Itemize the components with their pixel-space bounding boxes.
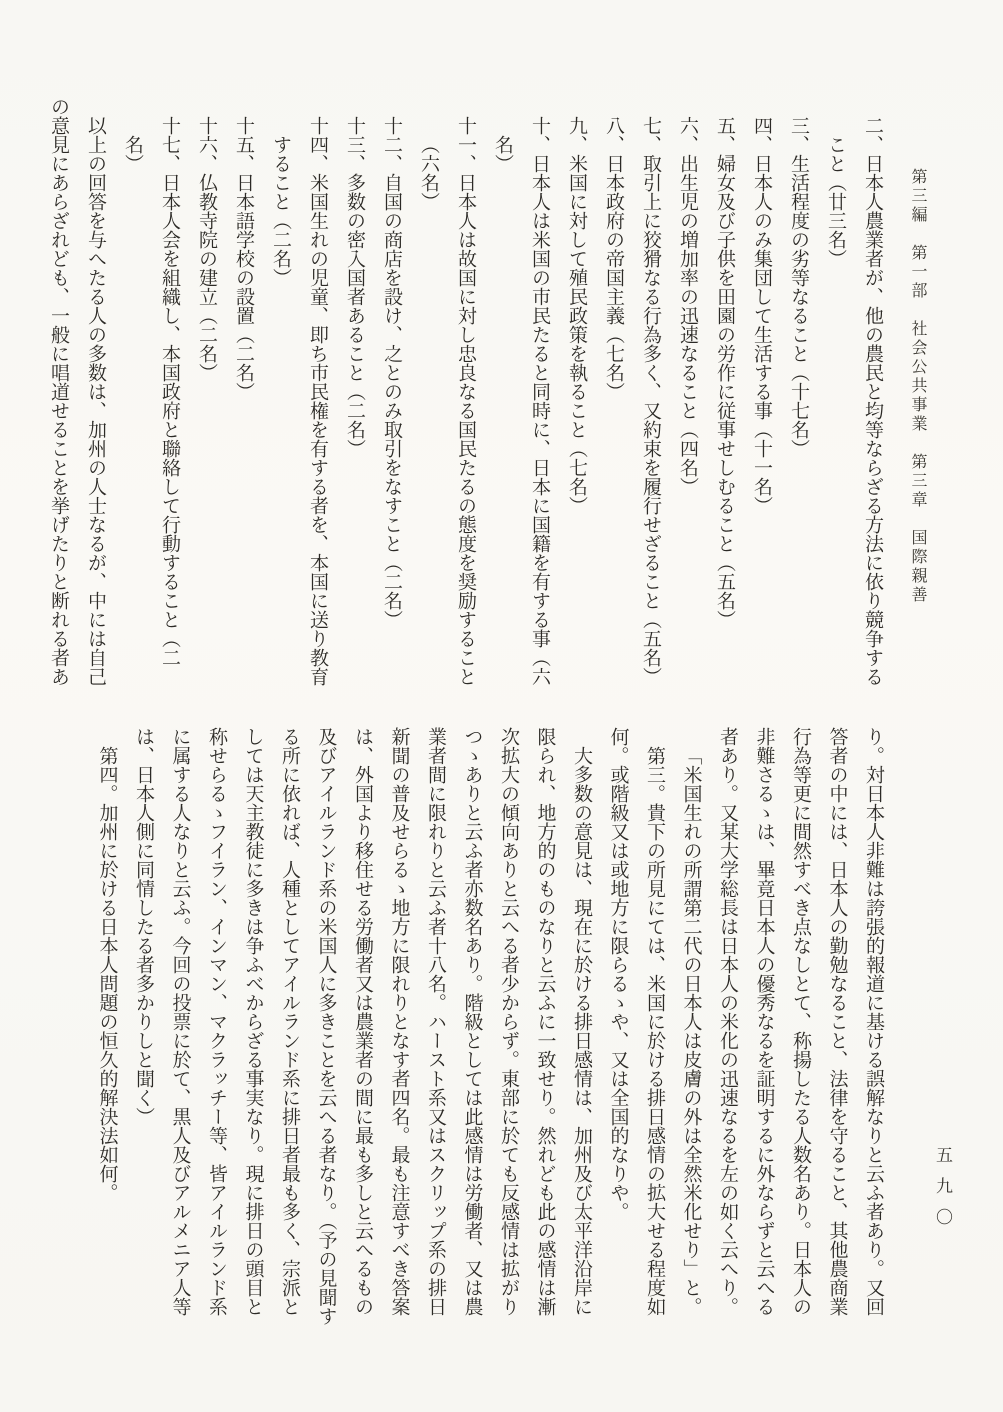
paragraph: 第三。貴下の所見にては、米国に於ける排日感情の拡大せる程度如何。或階級又は或地方に限らるゝや、又は全国的なりや。 (607, 727, 665, 1316)
list-item: 十三、多数の密入国者あること（二名） (344, 116, 365, 458)
list-item: 四、日本人のみ集団して生活する事（十一名） (751, 116, 772, 515)
list-item: 十六、仏教寺院の建立（二名） (196, 116, 217, 382)
list-item: 十七、日本人会を組織し、本国政府と聯絡して行動すること（二名） (122, 116, 180, 667)
list-item: 十一、日本人は故国に対し忠良なる国民たるの態度を奨励すること（六名） (418, 116, 476, 686)
closing-note: 以上の回答を与へたる人の多数は、加州の人士なるが、中には自己の意見にあらざれども、一般に唱道せることを挙げたりと断れる者あ (48, 97, 106, 686)
paragraph: り。対日本人非難は誇張的報道に基ける誤解なりと云ふ者あり。又回答者の中には、日本人の勤勉なること、法律を守ること、其他農商業行為等更に間然すべき点なしとて、称揚したる人数名あり。日本人の非難さるゝは、畢竟日本人の優秀なるを証明するに外ならずと云へる者あり。又某大学総長は日本人の米化の迅速なるを左の如く云へり。 (717, 727, 884, 1316)
list-item: 十五、日本語学校の設置（二名） (233, 116, 254, 401)
list-item: 十四、米国生れの児童、即ち市民権を有する者を、本国に送り教育すること（二名） (270, 116, 328, 686)
list-item: 五、婦女及び子供を田園の労作に従事せしむること（五名） (714, 116, 735, 629)
paragraph-quote: 「米国生れの所謂第二代の日本人は皮膚の外は全然米化せり」と。 (680, 746, 702, 1316)
list-item: 十、日本人は米国の市民たると同時に、日本に国籍を有する事（六名） (492, 116, 550, 686)
running-header: 第三編 第一部 社会公共事業 第三章 国際親善 (909, 168, 926, 605)
list-item: 三、生活程度の劣等なること（十七名） (788, 116, 809, 458)
survey-answer-list (46, 97, 891, 691)
list-item: 十二、自国の商店を設け、之とのみ取引をなすこと（二名） (381, 116, 402, 629)
paragraph: 大多数の意見は、現在に於ける排日感情は、加州及び太平洋沿岸に限られ、地方的のものなりと云ふに一致せり。然れども此の感情は漸次拡大の傾向ありと云へる者少からず。東部に於ても反感情は拡がりつゝありと云ふ者亦数名あり。階級としては此感情は労働者、又は農業者間に限れりと云ふ者十八名。ハースト系又はスクリップ系の排日新聞の普及せらるゝ地方に限れりとなす者四名。最も注意すべき答案は、外国より移住せる労働者又は農業者の間に最も多しと云へるもの及びアイルランド系の米国人に多きことを云へる者なり。（予の見聞する所に依れば、人種としてアイルランド系に排日者最も多く、宗派としては天主教徒に多きは争ふべからざる事実なり。現に排日の頭目と称せらるゝフイラン、インマン、マクラッチー等、皆アイルランド系に属する人なりと云ふ。今回の投票に於て、黒人及びアルメニア人等は、日本人側に同情したる者多かりしと聞く） (133, 727, 592, 1326)
body-text (41, 727, 891, 1327)
list-item: 九、米国に対して殖民政策を執ること（七名） (566, 116, 587, 515)
list-item: 八、日本政府の帝国主義（七名） (603, 116, 624, 401)
list-item: 六、出生児の増加率の迅速なること（四名） (677, 116, 698, 496)
list-item: 七、取引上に狡猾なる行為多く、又約束を履行せざること（五名） (640, 116, 661, 686)
page-number: 五九〇 (933, 1146, 952, 1239)
list-item: 二、日本人農業者が、他の農民と均等ならざる方法に依り競争すること（廿三名） (825, 116, 883, 686)
paragraph: 第四。加州に於ける日本人問題の恒久的解決法如何。 (96, 746, 118, 1202)
